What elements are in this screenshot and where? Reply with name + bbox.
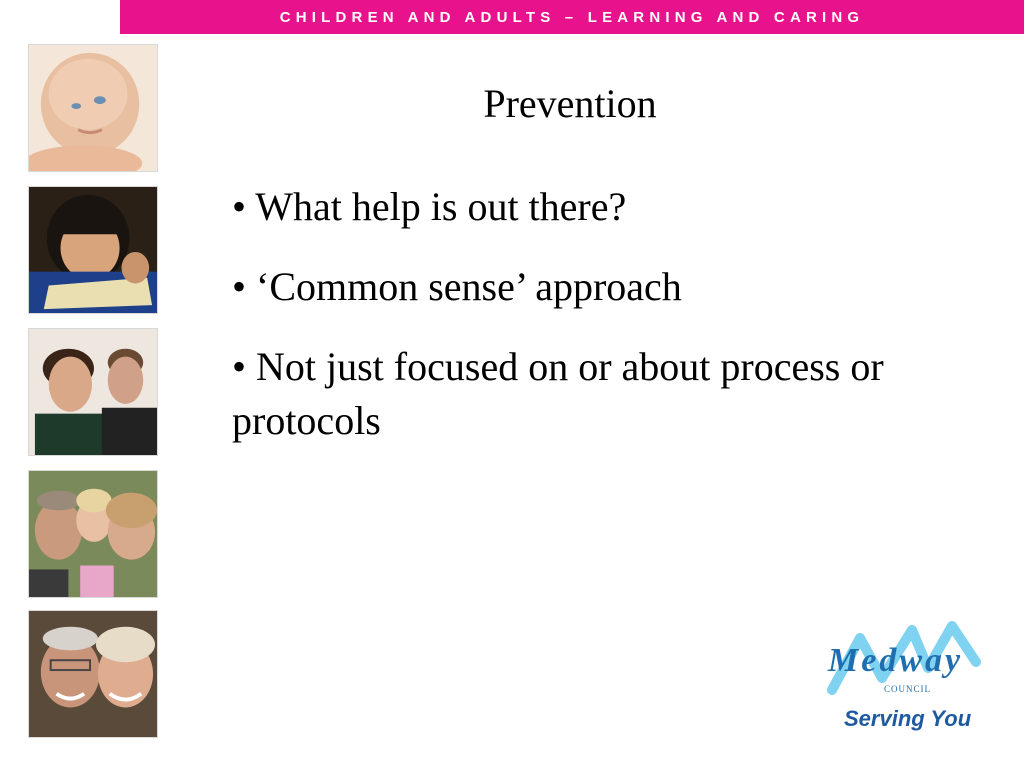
family-photo [28, 470, 158, 598]
medway-council-logo [820, 620, 1000, 740]
bullet-item: • What help is out there? [232, 184, 627, 229]
logo-name: Medway [828, 642, 964, 679]
slide-title: Prevention [483, 81, 657, 126]
teenagers-photo [28, 328, 158, 456]
header-banner [120, 0, 1024, 34]
banner-text: CHILDREN AND ADULTS – LEARNING AND CARING [279, 8, 865, 26]
bullet-item: • Not just focused on or about process or protocols [232, 344, 884, 443]
elderly-couple-photo [28, 610, 158, 738]
logo-tagline: Serving You [844, 706, 972, 731]
baby-photo [28, 44, 158, 172]
girl-reading-photo [28, 186, 158, 314]
logo-sub: COUNCIL [884, 684, 931, 694]
bullet-list [232, 180, 952, 474]
bullet-item: • ‘Common sense’ approach [232, 264, 682, 309]
